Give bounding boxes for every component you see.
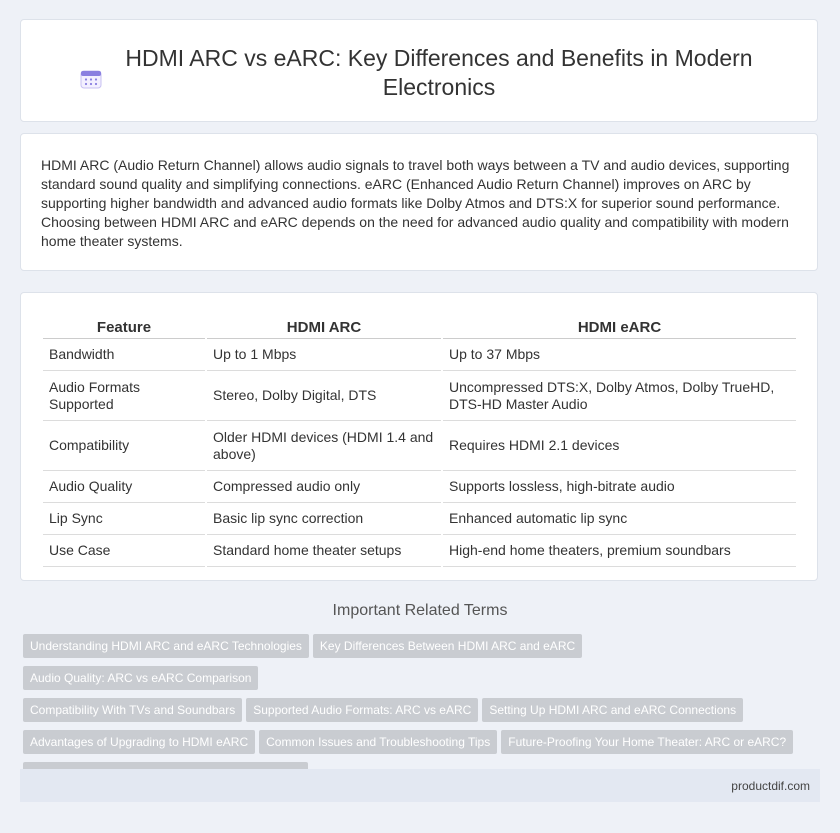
table-cell: High-end home theaters, premium soundbars — [443, 535, 796, 567]
title-card — [20, 19, 818, 122]
table-row — [43, 371, 796, 421]
table-header-row — [43, 314, 796, 339]
table-row — [43, 339, 796, 371]
footer-bar — [20, 769, 820, 802]
calendar-icon — [80, 69, 102, 89]
table-cell: Stereo, Dolby Digital, DTS — [207, 371, 441, 421]
related-term-tag[interactable]: Understanding HDMI ARC and eARC Technologies — [23, 634, 309, 658]
footer-site-link[interactable]: productdif.com — [731, 779, 810, 793]
table-cell: Use Case — [43, 535, 205, 567]
table-cell: Compressed audio only — [207, 471, 441, 503]
column-header-feature: Feature — [43, 314, 205, 339]
table-cell: Uncompressed DTS:X, Dolby Atmos, Dolby TrueHD, DTS-HD Master Audio — [443, 371, 796, 421]
table-cell: Enhanced automatic lip sync — [443, 503, 796, 535]
table-row — [43, 471, 796, 503]
table-cell: Compatibility — [43, 421, 205, 471]
table-cell: Audio Formats Supported — [43, 371, 205, 421]
intro-paragraph: HDMI ARC (Audio Return Channel) allows audio signals to travel both ways between a TV and audio devices, supporting standard sound quality and simplifying connections. eARC (Enhanced Audio Return Channel) improves on ARC by supporting higher bandwidth and advanced audio formats like Dolby Atmos and DTS:X for superior sound performance. Choosing between HDMI ARC and eARC depends on the need for advanced audio quality and compatibility with modern home theater systems. — [41, 157, 790, 249]
title-wrap — [21, 44, 817, 102]
comparison-table — [41, 314, 798, 567]
column-header-arc: HDMI ARC — [207, 314, 441, 339]
related-term-tag[interactable]: Audio Quality: ARC vs eARC Comparison — [23, 666, 258, 690]
table-row — [43, 535, 796, 567]
related-term-tag[interactable]: Advantages of Upgrading to HDMI eARC — [23, 730, 255, 754]
table-cell: Lip Sync — [43, 503, 205, 535]
table-cell: Requires HDMI 2.1 devices — [443, 421, 796, 471]
table-cell: Basic lip sync correction — [207, 503, 441, 535]
related-term-tag[interactable]: Supported Audio Formats: ARC vs eARC — [246, 698, 478, 722]
page-title: HDMI ARC vs eARC: Key Differences and Benefits in Modern Electronics — [125, 45, 753, 100]
comparison-table-card — [20, 292, 818, 581]
table-cell: Older HDMI devices (HDMI 1.4 and above) — [207, 421, 441, 471]
table-cell: Audio Quality — [43, 471, 205, 503]
table-cell: Up to 37 Mbps — [443, 339, 796, 371]
column-header-earc: HDMI eARC — [443, 314, 796, 339]
related-terms-heading: Important Related Terms — [332, 602, 508, 619]
table-cell: Supports lossless, high-bitrate audio — [443, 471, 796, 503]
table-cell: Up to 1 Mbps — [207, 339, 441, 371]
table-row — [43, 421, 796, 471]
intro-card — [20, 133, 818, 271]
table-row — [43, 503, 796, 535]
related-term-tag[interactable]: Setting Up HDMI ARC and eARC Connections — [482, 698, 743, 722]
related-term-tag[interactable]: Key Differences Between HDMI ARC and eARC — [313, 634, 582, 658]
table-cell: Bandwidth — [43, 339, 205, 371]
table-cell: Standard home theater setups — [207, 535, 441, 567]
related-term-tag[interactable]: Common Issues and Troubleshooting Tips — [259, 730, 497, 754]
related-term-tag[interactable]: Compatibility With TVs and Soundbars — [23, 698, 242, 722]
related-term-tag[interactable]: Future-Proofing Your Home Theater: ARC or eARC? — [501, 730, 793, 754]
